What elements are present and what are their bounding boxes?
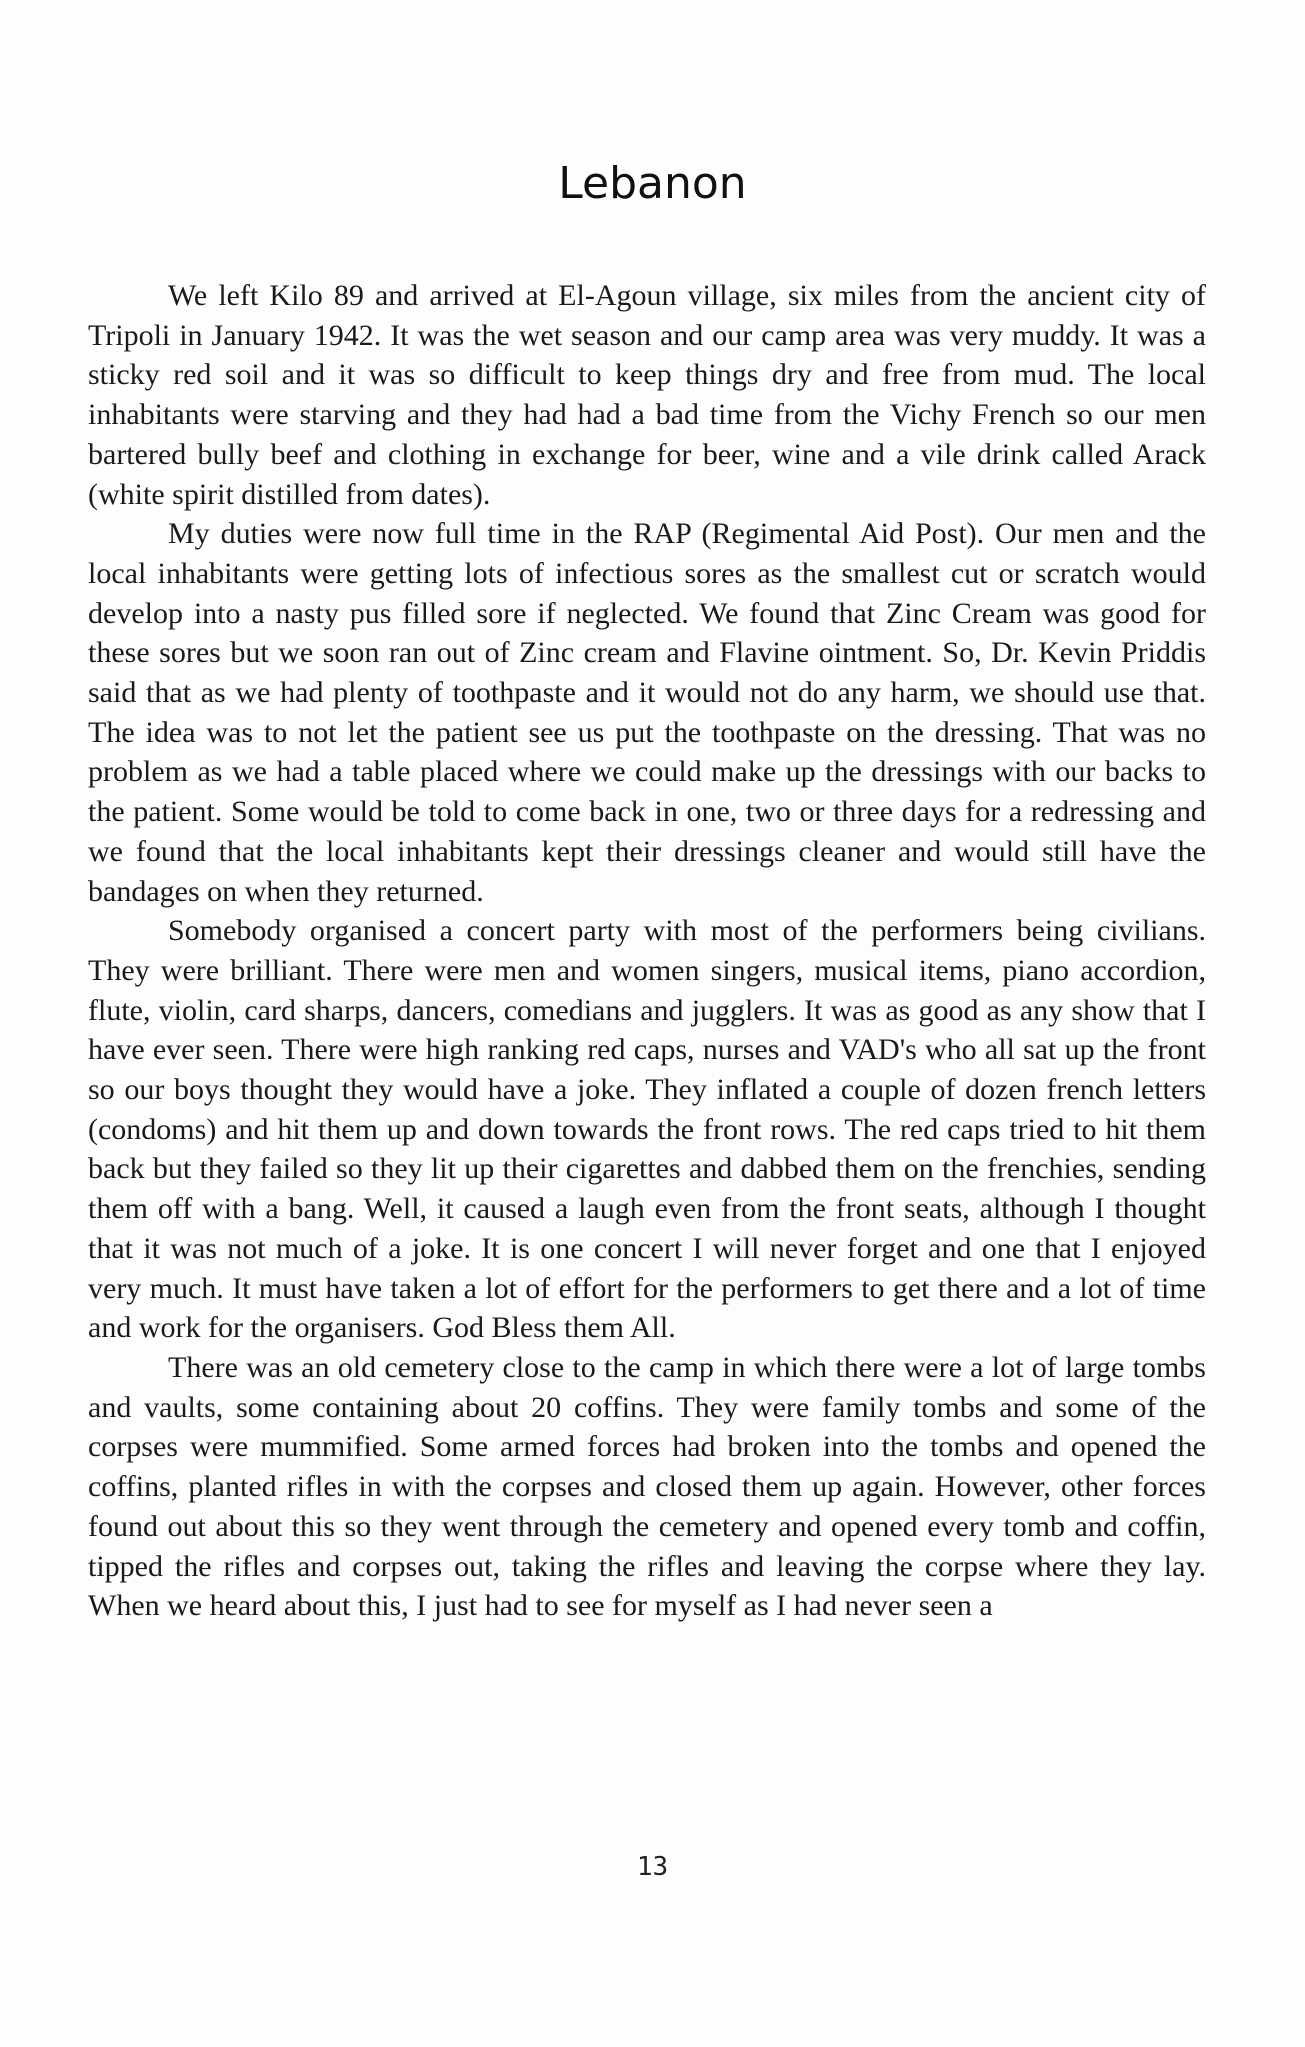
paragraph-1: We left Kilo 89 and arrived at El-Agoun village, six miles from the ancient city of Tripoli in January 1942. It was the wet season and our camp area was very muddy. It was a sticky red soil and it was so difficult to keep things dry and free from mud. The local inhabitants were starving and they had had a bad time from the Vichy French so our men bartered bully beef and clothing in exchange for beer, wine and a vile drink called Arack (white spirit distilled from dates).: [88, 279, 1206, 511]
body-text: [88, 276, 1206, 1626]
chapter-title: Lebanon: [558, 158, 747, 209]
paragraph-2: My duties were now full time in the RAP (Regimental Aid Post). Our men and the local inhabitants were getting lots of infectious sores as the smallest cut or scratch would develop into a nasty pus filled sore if neglected. We found that Zinc Cream was good for these sores but we soon ran out of Zinc cream and Flavine ointment. So, Dr. Kevin Priddis said that as we had plenty of toothpaste and it would not do any harm, we should use that. The idea was to not let the patient see us put the toothpaste on the dressing. That was no problem as we had a table placed where we could make up the dressings with our backs to the patient. Some would be told to come back in one, two or three days for a redressing and we found that the local inhabitants kept their dressings cleaner and would still have the bandages on when they returned.: [88, 517, 1206, 908]
paragraph-4: There was an old cemetery close to the camp in which there were a lot of large tombs and vaults, some containing about 20 coffins. They were family tombs and some of the corpses were mummified. Some armed forces had broken into the tombs and opened the coffins, planted rifles in with the corpses and closed them up again. However, other forces found out about this so they went through the cemetery and opened every tomb and coffin, tipped the rifles and corpses out, taking the rifles and leaving the corpse where they lay. When we heard about this, I just had to see for myself as I had never seen a: [88, 1350, 1206, 1623]
page-number: 13: [636, 1852, 669, 1882]
paragraph-3: Somebody organised a concert party with most of the performers being civilians. They were brilliant. There were men and women singers, musical items, piano accordion, flute, violin, card sharps, dancers, comedians and jugglers. It was as good as any show that I have ever seen. There were high ranking red caps, nurses and VAD's who all sat up the front so our boys thought they would have a joke. They inflated a couple of dozen french letters (condoms) and hit them up and down towards the front rows. The red caps tried to hit them back but they failed so they lit up their cigarettes and dabbed them on the frenchies, sending them off with a bang. Well, it caused a laugh even from the front seats, although I thought that it was not much of a joke. It is one concert I will never forget and one that I enjoyed very much. It must have taken a lot of effort for the performers to get there and a lot of time and work for the organisers. God Bless them All.: [88, 914, 1206, 1345]
